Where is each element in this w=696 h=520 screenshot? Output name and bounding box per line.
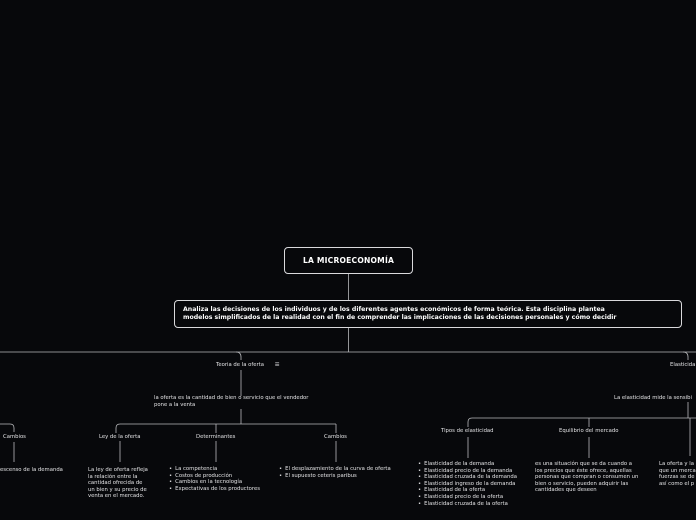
definition-topic[interactable]	[174, 300, 682, 328]
list-item: • Elasticidad de la demanda	[418, 461, 517, 468]
ley-line: un bien y su precio de	[88, 486, 147, 493]
list-item: • Cambios en la tecnología	[169, 479, 260, 486]
oferta-topic[interactable]	[216, 362, 279, 369]
oferta-title: Teoria de la oferta	[216, 362, 264, 368]
definition-line-2: modelos simplificados de la realidad con el fin de comprender las implicaciones de las decisiones personales y cómo decidir	[183, 314, 617, 322]
oferta-definition[interactable]	[154, 395, 308, 408]
list-item: • Elasticidad de la oferta	[418, 487, 517, 494]
central-topic-label: LA MICROECONOMÍA	[302, 256, 395, 265]
list-item: • Expectativas de los productores	[169, 486, 260, 493]
ley-line: la relación entre la	[88, 473, 138, 480]
ley-oferta-label[interactable]: Ley de la oferta	[99, 434, 141, 440]
list-item: • El supuesto ceteris paribus	[279, 473, 391, 480]
definition-line-1: Analiza las decisiones de los individuos y de los diferentes agentes económicos de forma teórica. Esta disciplina plantea	[183, 306, 605, 313]
list-item: • Elasticidad cruzada de la demanda	[418, 474, 517, 481]
tipos-elasticidad-list[interactable]	[418, 461, 517, 507]
equilibrio-text[interactable]	[535, 461, 638, 494]
oferta-demanda-partial-text[interactable]	[659, 461, 696, 487]
equilibrio-line: los precios que éste ofrece, aquellas	[535, 467, 632, 474]
oferta-definition-line-1: la oferta es la cantidad de bien o servicio que el vendedor	[154, 395, 309, 401]
equilibrio-line: cantidades que deseen	[535, 487, 597, 494]
list-item: • La competencia	[169, 466, 260, 473]
list-item: • Elasticidad precio de la demanda	[418, 468, 517, 475]
list-item: • Costos de producción	[169, 473, 260, 480]
determinantes-label[interactable]: Determinantes	[196, 434, 236, 440]
elasticidad-definition[interactable]: La elasticidad mide la sensibi	[614, 395, 692, 401]
central-topic[interactable]	[284, 247, 413, 274]
oferta-cambios-label[interactable]: Cambios	[324, 434, 347, 440]
ley-line: cantidad ofrecida de	[88, 480, 143, 487]
ley-line: venta en el mercado.	[88, 493, 145, 500]
list-item: • El desplazamiento de la curva de oferta	[279, 466, 391, 473]
list-item: • Elasticidad precio de la oferta	[418, 494, 517, 501]
partial-line: así como el p	[659, 480, 695, 487]
partial-line: La oferta y la	[659, 461, 694, 467]
elasticidad-title[interactable]: Elasticida	[670, 362, 696, 368]
equilibrio-line: es una situación que se da cuando a	[535, 461, 632, 467]
equilibrio-label[interactable]: Equilibrio del mercado	[559, 428, 619, 434]
left-cambios-label[interactable]: Cambios	[3, 434, 26, 440]
tipos-elasticidad-label[interactable]: Tipos de elasticidad	[441, 428, 494, 434]
ley-oferta-text[interactable]	[88, 467, 148, 500]
partial-line: fuerzas se de	[659, 474, 695, 481]
oferta-definition-line-2: pone a la venta	[154, 401, 196, 408]
ley-line: La ley de oferta refleja	[88, 467, 148, 473]
equilibrio-line: bien o servicio, pueden adquirir las	[535, 480, 629, 487]
left-demand-text[interactable]: escenso de la demanda	[0, 467, 63, 473]
list-item: • Elasticidad ingreso de la demanda	[418, 481, 517, 488]
partial-line: que un merca	[659, 467, 696, 474]
notes-icon[interactable]: ☰	[274, 362, 280, 368]
oferta-cambios-list[interactable]	[279, 466, 391, 479]
list-item: • Elasticidad cruzada de la oferta	[418, 501, 517, 508]
determinantes-list[interactable]	[169, 466, 260, 492]
equilibrio-line: personas que compran o consumen un	[535, 474, 639, 481]
